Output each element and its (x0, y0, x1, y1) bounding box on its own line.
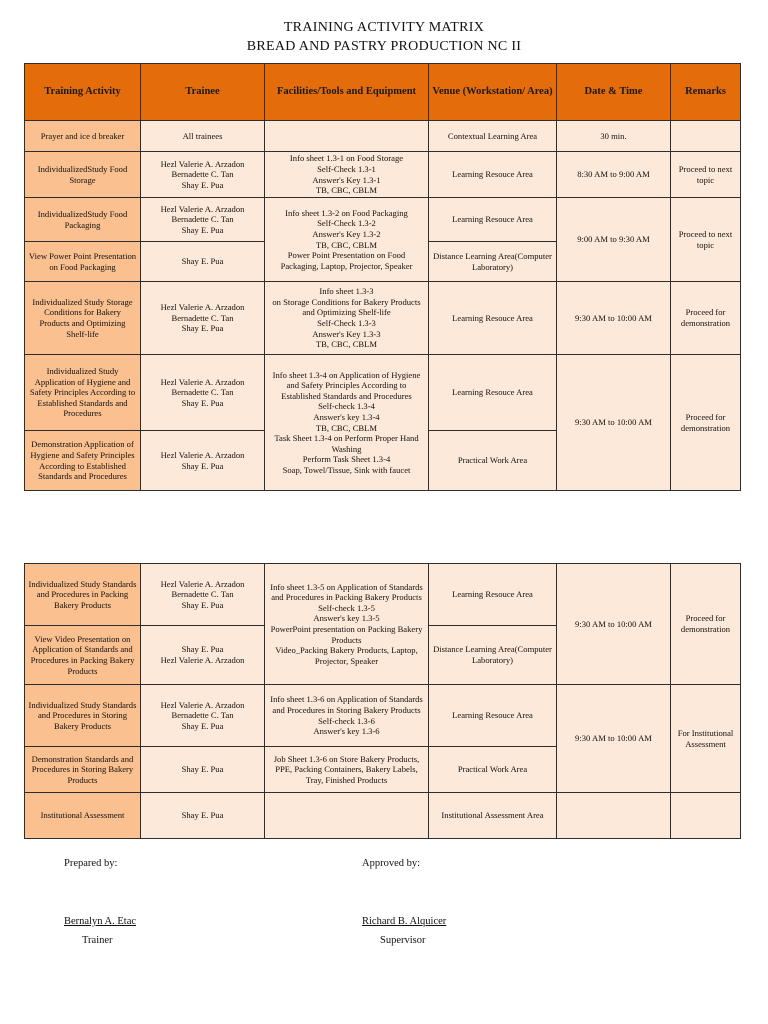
trainee-cell: Shay E. Pua (141, 747, 265, 793)
activity-cell: Prayer and ice d breaker (25, 121, 141, 152)
remarks-cell (671, 793, 741, 839)
facilities-cell: Info sheet 1.3-5 on Application of Standards and Procedures in Packing Bakery Products Self-check 1.3-5 Answer's key 1.3-5 PowerPoint presentation on Packing Bakery Products Video_Packing Bakery Products, Laptop, Projector, Speaker (265, 564, 429, 685)
facilities-cell: Info sheet 1.3-2 on Food Packaging Self-Check 1.3-2 Answer's Key 1.3-2 TB, CBC, CBLM Power Point Presentation on Food Packaging, Laptop, Projector, Speaker (265, 198, 429, 282)
venue-cell: Learning Resouce Area (429, 355, 557, 431)
venue-cell: Learning Resouce Area (429, 282, 557, 355)
trainee-cell: All trainees (141, 121, 265, 152)
date-cell: 9:30 AM to 10:00 AM (557, 282, 671, 355)
activity-cell: IndividualizedStudy Food Packaging (25, 198, 141, 242)
table-row (25, 121, 741, 152)
preparer-name: Bernalyn A. Etac (64, 916, 137, 927)
header-date-time: Date & Time (557, 64, 671, 121)
remarks-cell: For Institutional Assessment (671, 685, 741, 793)
header-trainee: Trainee (141, 64, 265, 121)
trainee-cell: Hezl Valerie A. Arzadon Shay E. Pua (141, 431, 265, 491)
venue-cell: Learning Resouce Area (429, 564, 557, 626)
trainee-cell: Shay E. Pua (141, 242, 265, 282)
venue-cell: Learning Resouce Area (429, 685, 557, 747)
training-matrix-table-2 (24, 563, 741, 839)
remarks-cell: Proceed for demonstration (671, 282, 741, 355)
venue-cell: Learning Resouce Area (429, 198, 557, 242)
remarks-cell: Proceed for demonstration (671, 564, 741, 685)
approver-name: Richard B. Alquicer (362, 916, 447, 927)
facilities-cell (265, 121, 429, 152)
header-row (25, 64, 741, 121)
trainee-cell: Hezl Valerie A. Arzadon Bernadette C. Tan Shay E. Pua (141, 564, 265, 626)
activity-cell: IndividualizedStudy Food Storage (25, 152, 141, 198)
table-row (25, 355, 741, 431)
trainee-cell: Hezl Valerie A. Arzadon Bernadette C. Tan Shay E. Pua (141, 685, 265, 747)
facilities-cell: Info sheet 1.3-4 on Application of Hygiene and Safety Principles According to Established Standards and Procedures Self-check 1.3-4 Answer's key 1.3-4 TB, CBC, CBLM Task Sheet 1.3-4 on Perform Proper Hand Washing Perform Task Sheet 1.3-4 Soap, Towel/Tissue, Sink with faucet (265, 355, 429, 491)
document-title: TRAINING ACTIVITY MATRIX (283, 20, 485, 35)
facilities-cell: Info sheet 1.3-3 on Storage Conditions for Bakery Products and Optimizing Shelf-life Self-Check 1.3-3 Answer's Key 1.3-3 TB, CBC, CBLM (265, 282, 429, 355)
trainee-cell: Hezl Valerie A. Arzadon Bernadette C. Tan Shay E. Pua (141, 282, 265, 355)
date-cell: 8:30 AM to 9:00 AM (557, 152, 671, 198)
activity-cell: Individualized Study Standards and Procedures in Storing Bakery Products (25, 685, 141, 747)
prepared-by-label: Prepared by: (64, 858, 118, 869)
trainee-cell: Shay E. Pua Hezl Valerie A. Arzadon (141, 626, 265, 685)
facilities-cell (265, 793, 429, 839)
activity-cell: View Video Presentation on Application of Standards and Procedures in Packing Bakery Products (25, 626, 141, 685)
date-cell (557, 793, 671, 839)
activity-cell: Individualized Study Application of Hygiene and Safety Principles According to Established Standards and Procedures (25, 355, 141, 431)
preparer-role: Trainer (82, 935, 113, 946)
approved-by-label: Approved by: (362, 858, 421, 869)
table-row (25, 198, 741, 242)
venue-cell: Institutional Assessment Area (429, 793, 557, 839)
table-row (25, 564, 741, 626)
trainee-cell: Shay E. Pua (141, 793, 265, 839)
date-cell: 30 min. (557, 121, 671, 152)
facilities-cell: Info sheet 1.3-6 on Application of Standards and Procedures in Storing Bakery Products Self-check 1.3-6 Answer's key 1.3-6 (265, 685, 429, 747)
date-cell: 9:00 AM to 9:30 AM (557, 198, 671, 282)
activity-cell: Demonstration Standards and Procedures in Storing Bakery Products (25, 747, 141, 793)
remarks-cell: Proceed to next topic (671, 198, 741, 282)
venue-cell: Distance Learning Area(Computer Laboratory) (429, 626, 557, 685)
activity-cell: View Power Point Presentation on Food Packaging (25, 242, 141, 282)
activity-cell: Institutional Assessment (25, 793, 141, 839)
header-remarks: Remarks (671, 64, 741, 121)
venue-cell: Practical Work Area (429, 747, 557, 793)
table-row (25, 685, 741, 747)
venue-cell: Learning Resouce Area (429, 152, 557, 198)
table-row (25, 793, 741, 839)
remarks-cell (671, 121, 741, 152)
training-matrix-table-1 (24, 63, 741, 491)
date-cell: 9:30 AM to 10:00 AM (557, 685, 671, 793)
remarks-cell: Proceed for demonstration (671, 355, 741, 491)
activity-cell: Demonstration Application of Hygiene and Safety Principles According to Established Standards and Procedures (25, 431, 141, 491)
header-venue: Venue (Workstation/ Area) (429, 64, 557, 121)
header-training-activity: Training Activity (25, 64, 141, 121)
trainee-cell: Hezl Valerie A. Arzadon Bernadette C. Tan Shay E. Pua (141, 355, 265, 431)
date-cell: 9:30 AM to 10:00 AM (557, 355, 671, 491)
venue-cell: Practical Work Area (429, 431, 557, 491)
document-subtitle: BREAD AND PASTRY PRODUCTION NC II (246, 39, 522, 54)
activity-cell: Individualized Study Standards and Procedures in Packing Bakery Products (25, 564, 141, 626)
table-row (25, 282, 741, 355)
table-row (25, 152, 741, 198)
approver-role: Supervisor (380, 935, 426, 946)
trainee-cell: Hezl Valerie A. Arzadon Bernadette C. Tan Shay E. Pua (141, 198, 265, 242)
facilities-cell: Info sheet 1.3-1 on Food Storage Self-Check 1.3-1 Answer's Key 1.3-1 TB, CBC, CBLM (265, 152, 429, 198)
activity-cell: Individualized Study Storage Conditions for Bakery Products and Optimizing Shelf-life (25, 282, 141, 355)
venue-cell: Distance Learning Area(Computer Laboratory) (429, 242, 557, 282)
header-facilities: Facilities/Tools and Equipment (265, 64, 429, 121)
trainee-cell: Hezl Valerie A. Arzadon Bernadette C. Tan Shay E. Pua (141, 152, 265, 198)
date-cell: 9:30 AM to 10:00 AM (557, 564, 671, 685)
facilities-cell: Job Sheet 1.3-6 on Store Bakery Products, PPE, Packing Containers, Bakery Labels, Tray, Finished Products (265, 747, 429, 793)
venue-cell: Contextual Learning Area (429, 121, 557, 152)
remarks-cell: Proceed to next topic (671, 152, 741, 198)
